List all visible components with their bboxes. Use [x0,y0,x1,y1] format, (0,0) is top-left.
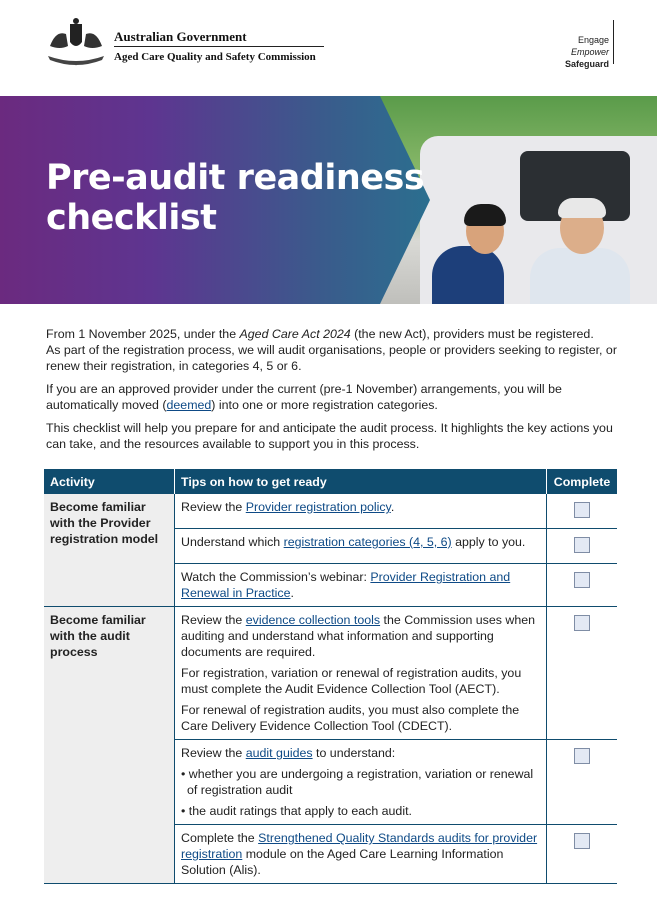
tip-cell [175,825,547,884]
tagline-safeguard: Safeguard [564,59,609,69]
tip-cell [175,740,547,825]
intro-text [46,326,621,459]
tip-text: Review the [181,500,246,514]
tagline-engage: Engage [577,35,609,45]
complete-cell [547,494,618,529]
hero-photo-carer-hair [464,204,506,226]
intro-paragraph-2 [46,381,621,413]
webinar-link[interactable]: Provider Registration and Renewal in Practice [181,570,511,600]
agency-name: Aged Care Quality and Safety Commission [114,51,316,63]
complete-cell [547,529,618,564]
tip-cell [175,564,547,607]
tip-paragraph-aect: For registration, variation or renewal of registration audits, you must complete the Audit Evidence Collection Tool (AECT). [181,666,522,696]
government-title: Australian Government [114,29,247,44]
intro-p1-act-name: Aged Care Act 2024 [239,327,351,341]
tip-text: Understand which [181,535,284,549]
complete-cell [547,740,618,825]
tip-text-end: . [290,586,294,600]
header-divider [114,46,324,47]
svg-text:.: . [75,62,77,67]
registration-categories-link[interactable]: registration categories (4, 5, 6) [283,535,452,549]
page-title-line2: checklist [46,198,217,238]
table-header-row [44,469,617,494]
tip-paragraph [181,612,540,660]
page-header [0,0,657,96]
complete-checkbox[interactable] [574,615,590,631]
intro-paragraph-1 [46,326,621,374]
table-row [44,494,617,529]
quality-standards-module-link[interactable]: Strengthened Quality Standards audits for provider registration [181,831,538,861]
complete-cell [547,607,618,740]
complete-cell [547,564,618,607]
tip-cell [175,607,547,740]
audit-guides-link[interactable]: audit guides [245,746,313,760]
activity-provider-registration-model: Become familiar with the Provider registration model [44,494,175,607]
tip-text-end: the Commission uses when auditing and understand what information and supporting documents are required. [181,613,536,659]
tip-text-end: apply to you. [451,535,526,549]
intro-p2-text-2: ) into one or more registration categories. [211,398,438,412]
page-title [46,158,426,238]
tip-text: Watch the Commission’s webinar: [181,570,371,584]
intro-p1-text: From 1 November 2025, under the [46,327,240,341]
tip-paragraph [181,745,540,761]
hero-banner [0,96,657,304]
tip-cell [175,529,547,564]
bullet-item: • the audit ratings that apply to each audit. [181,804,412,818]
deemed-link[interactable]: deemed [166,398,212,412]
tip-text-end: module on the Aged Care Learning Information Solution (Alis). [181,847,504,877]
intro-p1-text-2: (the new Act), providers must be registered. [350,327,594,341]
tip-paragraph-cdect: For renewal of registration audits, you must also complete the Care Delivery Evidence Collection Tool (CDECT). [181,703,520,733]
complete-checkbox[interactable] [574,502,590,518]
intro-p1-text-3: As part of the registration process, we will audit organisations, people or providers seeking to register, or renew their registration, in categories 4, 5 or 6. [46,343,617,373]
complete-checkbox[interactable] [574,748,590,764]
tagline-empower: Empower [570,47,609,57]
tagline-divider [613,20,614,64]
tip-text: Review the [181,746,246,760]
hero-photo-older-man [530,248,630,304]
complete-checkbox[interactable] [574,572,590,588]
hero-photo-older-man-hair [558,198,606,218]
hero-photo-carer [432,246,504,304]
intro-paragraph-3: This checklist will help you prepare for and anticipate the audit process. It highlights the key actions you can take, and the resources available to support you in this process. [46,421,613,451]
complete-checkbox[interactable] [574,537,590,553]
tip-text: Review the [181,613,246,627]
complete-checkbox[interactable] [574,833,590,849]
evidence-collection-tools-link[interactable]: evidence collection tools [245,613,381,627]
header-activity: Activity [44,469,175,494]
table-row [44,607,617,740]
tip-text-end: to understand: [312,746,396,760]
checklist-table [44,469,617,884]
activity-audit-process: Become familiar with the audit process [44,607,175,884]
tip-cell [175,494,547,529]
coat-of-arms-icon [42,16,110,68]
complete-cell [547,825,618,884]
header-tips: Tips on how to get ready [175,469,547,494]
tip-text-end: . [390,500,395,514]
tagline [565,34,609,70]
bullet-item: • whether you are undergoing a registration, variation or renewal of registration audit [181,767,534,797]
intro-p2-text: If you are an approved provider under the current (pre-1 November) arrangements, you will be automatically moved ( [46,382,562,412]
provider-registration-policy-link[interactable]: Provider registration policy [245,500,391,514]
header-complete: Complete [547,469,618,494]
tip-text: Complete the [181,831,259,845]
page-title-line1: Pre-audit readiness [46,158,425,198]
